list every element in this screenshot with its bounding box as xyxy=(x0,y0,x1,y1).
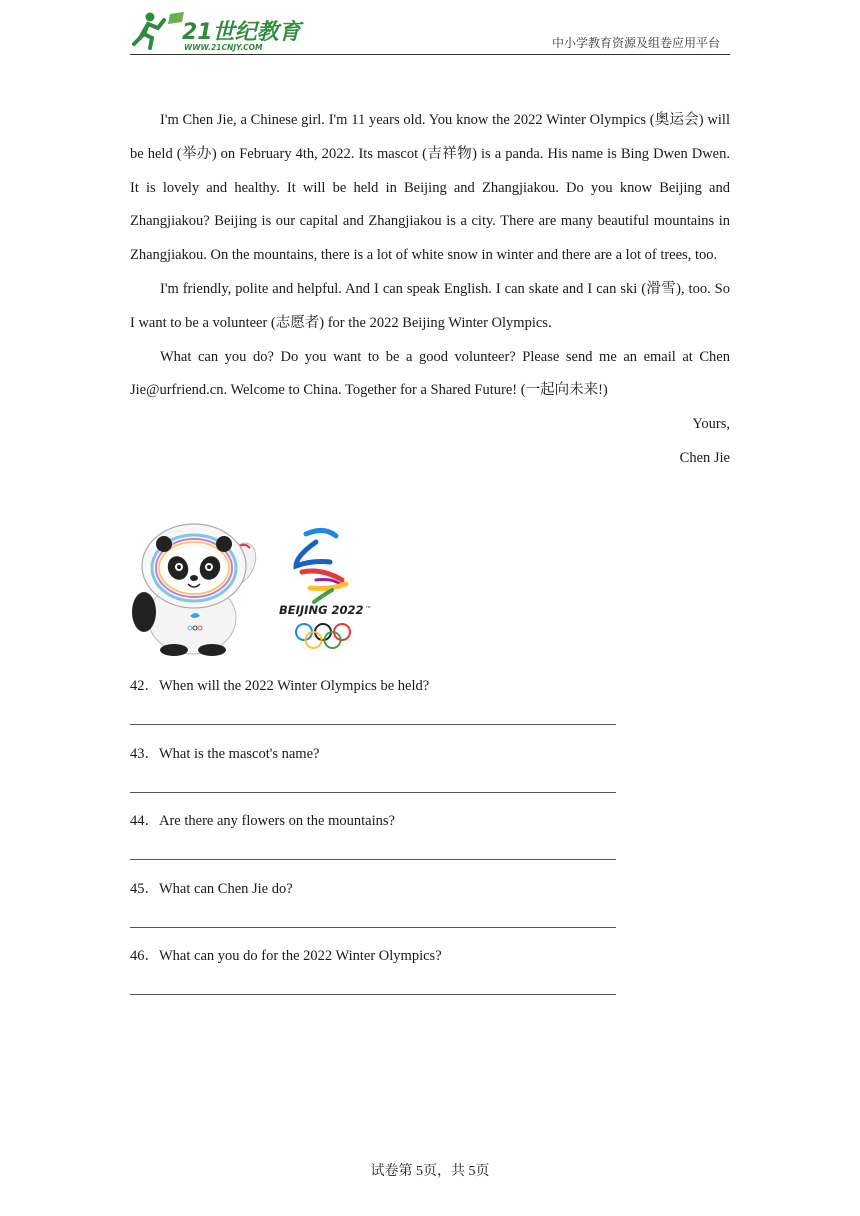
question-text: What can Chen Jie do? xyxy=(159,880,293,897)
logo-url: WWW.21CNJY.COM xyxy=(184,43,263,52)
header-platform-name: 中小学教育资源及组卷应用平台 xyxy=(551,36,720,50)
page-header xyxy=(130,8,730,55)
question-number: 42． xyxy=(130,678,159,694)
question-item xyxy=(130,875,730,943)
answer-line[interactable] xyxy=(130,792,616,793)
question-item xyxy=(130,740,730,808)
question-number: 46． xyxy=(130,948,159,964)
letter-signature: Chen Jie xyxy=(679,449,730,466)
question-number: 43． xyxy=(130,745,159,762)
question-number: 45． xyxy=(130,880,159,897)
question-item xyxy=(130,942,730,1010)
logo-text: 21世纪教育 xyxy=(182,20,301,45)
beijing-2022-emblem-image xyxy=(276,526,374,654)
question-text: When will the 2022 Winter Olympics be held? xyxy=(159,678,430,694)
answer-line[interactable] xyxy=(130,724,616,725)
question-text: Are there any flowers on the mountains? xyxy=(159,813,395,829)
question-item xyxy=(130,807,730,875)
question-number: 44． xyxy=(130,813,159,829)
answer-line[interactable] xyxy=(130,994,616,995)
passage-paragraph-1: I'm Chen Jie, a Chinese girl. I'm 11 years old. You know the 2022 Winter Olympics (奥运会) will be held (举办) on February 4th, 2022. Its mascot (吉祥物) is a panda. His name is Bing Dwen Dwen. It is lovely and healthy. It will be held in Beijing and Zhangjiakou. Do you know Beijing and Zhangjiakou? Beijing is our capital and Zhangjiakou is a city. There are many beautiful mountains in Zhangjiakou. On the mountains, there is a lot of white snow in winter and there are a lot of trees, too. xyxy=(130,112,730,264)
question-text: What is the mascot's name? xyxy=(159,745,320,762)
question-list xyxy=(130,672,730,1010)
site-logo xyxy=(130,8,310,52)
question-item xyxy=(130,672,730,740)
emblem-tm: TM xyxy=(366,605,371,609)
page-footer: 试卷第 5页，共 5页 xyxy=(370,1164,490,1179)
reading-passage xyxy=(130,104,730,476)
answer-line[interactable] xyxy=(130,859,616,860)
emblem-text: BEIJING 2022 xyxy=(279,603,364,617)
passage-paragraph-2: I'm friendly, polite and helpful. And I can speak English. I can skate and I can ski (滑雪), too. So I want to be a volunteer (志愿者) for the 2022 Beijing Winter Olympics. xyxy=(130,280,730,331)
answer-line[interactable] xyxy=(130,927,616,928)
question-text: What can you do for the 2022 Winter Olympics? xyxy=(159,948,442,964)
letter-closing: Yours, xyxy=(692,416,730,433)
passage-paragraph-3: What can you do? Do you want to be a good volunteer? Please send me an email at Chen Jie@urfriend.cn. Welcome to China. Together for a Shared Future! (一起向未来!) xyxy=(130,348,730,399)
bing-dwen-dwen-mascot-image xyxy=(130,522,262,656)
